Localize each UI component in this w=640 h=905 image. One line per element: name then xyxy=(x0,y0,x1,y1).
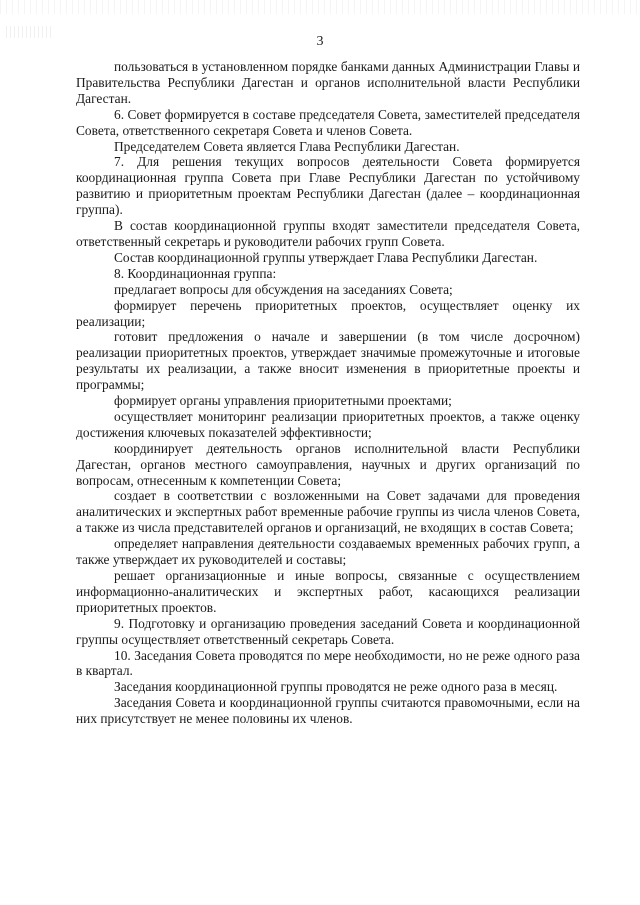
paragraph: решает организационные и иные вопросы, связанные с осуществлением информационно-аналитических и экспертных работ, касающихся реализации приоритетных проектов. xyxy=(76,568,580,615)
paragraph: Состав координационной группы утверждает Глава Республики Дагестан. xyxy=(114,249,538,265)
paragraph: создает в соответствии с возложенными на Совет задачами для проведения аналитических и экспертных работ временные рабочие группы из числа членов Совета, а также из числа представителей органов и организаций, не входящих в состав Совета; xyxy=(76,488,580,536)
paragraph: формирует перечень приоритетных проектов, осуществляет оценку их реализации; xyxy=(76,297,580,329)
paragraph: 8. Координационная группа: xyxy=(114,265,277,281)
paragraph: 10. Заседания Совета проводятся по мере необходимости, но не реже одного раза в квартал. xyxy=(76,647,580,679)
document-body xyxy=(76,59,580,727)
paragraph: осуществляет мониторинг реализации приоритетных проектов, а также оценку достижения ключевых показателей эффективности; xyxy=(76,408,580,440)
paragraph: определяет направления деятельности создаваемых временных рабочих групп, а также утверждает их руководителей и составы; xyxy=(76,536,580,568)
paragraph: предлагает вопросы для обсуждения на заседаниях Совета; xyxy=(114,281,453,297)
paragraph: 7. Для решения текущих вопросов деятельности Совета формируется координационная группа Совета при Главе Республики Дагестан по устойчивому развитию и приоритетным проектам Республики Дагестан (далее – координационная группа). xyxy=(76,154,580,218)
paragraph: 9. Подготовку и организацию проведения заседаний Совета и координационной группы осуществляет ответственный секретарь Совета. xyxy=(76,615,580,647)
paragraph: Заседания координационной группы проводятся не реже одного раза в месяц. xyxy=(114,679,558,695)
paragraph: пользоваться в установленном порядке банками данных Администрации Главы и Правительства Республики Дагестан и органов исполнительной власти Республики Дагестан. xyxy=(76,59,580,106)
paragraph: Заседания Совета и координационной группы считаются правомочными, если на них присутствует не менее половины их членов. xyxy=(76,695,580,727)
scan-edge-noise xyxy=(0,0,640,14)
paragraph: В состав координационной группы входят заместители председателя Совета, ответственный секретарь и руководители рабочих групп Совета. xyxy=(76,218,580,249)
paragraph: 6. Совет формируется в составе председателя Совета, заместителей председателя Совета, ответственного секретаря Совета и членов Совета. xyxy=(76,106,580,138)
paragraph: координирует деятельность органов исполнительной власти Республики Дагестан, органов местного самоуправления, научных и других организаций по вопросам, отнесенным к компетенции Совета; xyxy=(76,440,580,488)
paragraph: формирует органы управления приоритетными проектами; xyxy=(114,393,452,409)
paragraph: готовит предложения о начале и завершении (в том числе досрочном) реализации приоритетных проектов, утверждает значимые промежуточные и итоговые результаты их реализации, а также вносит изменения в приоритетные проекты и программы; xyxy=(76,329,580,393)
page-number: 3 xyxy=(316,34,324,49)
paragraph: Председателем Совета является Глава Республики Дагестан. xyxy=(114,138,460,154)
